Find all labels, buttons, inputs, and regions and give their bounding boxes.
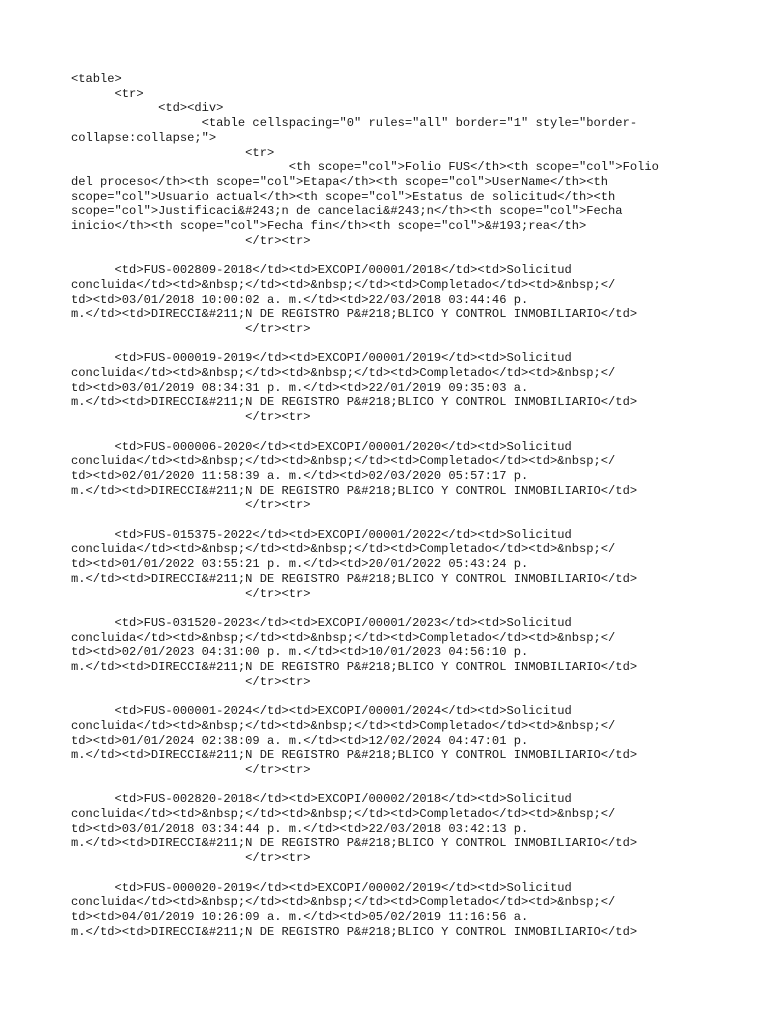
source-line: m.</td><td>DIRECCI&#211;N DE REGISTRO P&#218;BLICO Y CONTROL INMOBILIARIO</td> — [71, 571, 638, 586]
source-line: <table> — [71, 72, 122, 86]
source-line: m.</td><td>DIRECCI&#211;N DE REGISTRO P&#218;BLICO Y CONTROL INMOBILIARIO</td> — [71, 748, 638, 763]
source-line: m.</td><td>DIRECCI&#211;N DE REGISTRO P&#218;BLICO Y CONTROL INMOBILIARIO</td> — [71, 924, 638, 939]
source-line: td><td>03/01/2018 03:34:44 p. m.</td><td>22/03/2018 03:42:13 p. — [71, 821, 529, 836]
source-line: concluida</td><td>&nbsp;</td><td>&nbsp;</td><td>Completado</td><td>&nbsp;</ — [71, 807, 616, 822]
source-line: concluida</td><td>&nbsp;</td><td>&nbsp;</td><td>Completado</td><td>&nbsp;</ — [71, 718, 616, 733]
source-line: </tr><tr> — [71, 674, 311, 689]
source-line: <tr> — [71, 145, 275, 160]
source-line: </tr><tr> — [71, 762, 311, 777]
source-line: <td>FUS-000001-2024</td><td>EXCOPI/00001/2024</td><td>Solicitud — [71, 704, 572, 719]
source-line — [71, 248, 711, 263]
source-line: </tr><tr> — [71, 233, 311, 248]
source-line — [71, 601, 711, 616]
source-line: <td><div> — [71, 101, 224, 116]
source-line: </tr><tr> — [71, 410, 311, 425]
source-line: <td>FUS-031520-2023</td><td>EXCOPI/00001/2023</td><td>Solicitud — [71, 615, 572, 630]
source-line: td><td>02/01/2020 11:58:39 a. m.</td><td>02/03/2020 05:57:17 p. — [71, 468, 529, 483]
html-source-document — [71, 72, 711, 939]
source-line: td><td>02/01/2023 04:31:00 p. m.</td><td>10/01/2023 04:56:10 p. — [71, 645, 529, 660]
source-line: m.</td><td>DIRECCI&#211;N DE REGISTRO P&#218;BLICO Y CONTROL INMOBILIARIO</td> — [71, 307, 638, 322]
source-line: </tr><tr> — [71, 586, 311, 601]
source-line: inicio</th><th scope="col">Fecha fin</th><th scope="col">&#193;rea</th> — [71, 219, 587, 234]
source-line: td><td>03/01/2019 08:34:31 p. m.</td><td>22/01/2019 09:35:03 a. — [71, 380, 529, 395]
source-line — [71, 425, 711, 440]
source-line: <td>FUS-015375-2022</td><td>EXCOPI/00001/2022</td><td>Solicitud — [71, 527, 572, 542]
source-line — [71, 689, 711, 704]
source-line: m.</td><td>DIRECCI&#211;N DE REGISTRO P&#218;BLICO Y CONTROL INMOBILIARIO</td> — [71, 483, 638, 498]
source-line: <td>FUS-002820-2018</td><td>EXCOPI/00002/2018</td><td>Solicitud — [71, 792, 572, 807]
source-line — [71, 866, 711, 881]
source-line: m.</td><td>DIRECCI&#211;N DE REGISTRO P&#218;BLICO Y CONTROL INMOBILIARIO</td> — [71, 395, 638, 410]
source-line: del proceso</th><th scope="col">Etapa</th><th scope="col">UserName</th><th — [71, 174, 609, 189]
source-line: concluida</td><td>&nbsp;</td><td>&nbsp;</td><td>Completado</td><td>&nbsp;</ — [71, 366, 616, 381]
source-line: concluida</td><td>&nbsp;</td><td>&nbsp;</td><td>Completado</td><td>&nbsp;</ — [71, 542, 616, 557]
source-line: collapse:collapse;"> — [71, 130, 217, 145]
source-line: td><td>01/01/2024 02:38:09 a. m.</td><td>12/02/2024 04:47:01 p. — [71, 733, 529, 748]
source-line: concluida</td><td>&nbsp;</td><td>&nbsp;</td><td>Completado</td><td>&nbsp;</ — [71, 895, 616, 910]
source-line: </tr><tr> — [71, 851, 311, 866]
source-line: m.</td><td>DIRECCI&#211;N DE REGISTRO P&#218;BLICO Y CONTROL INMOBILIARIO</td> — [71, 836, 638, 851]
source-line: concluida</td><td>&nbsp;</td><td>&nbsp;</td><td>Completado</td><td>&nbsp;</ — [71, 630, 616, 645]
source-line: td><td>03/01/2018 10:00:02 a. m.</td><td>22/03/2018 03:44:46 p. — [71, 292, 529, 307]
source-line: <td>FUS-000006-2020</td><td>EXCOPI/00001/2020</td><td>Solicitud — [71, 439, 572, 454]
source-line: td><td>04/01/2019 10:26:09 a. m.</td><td>05/02/2019 11:16:56 a. — [71, 909, 529, 924]
source-line: concluida</td><td>&nbsp;</td><td>&nbsp;</td><td>Completado</td><td>&nbsp;</ — [71, 277, 616, 292]
source-line: <td>FUS-000019-2019</td><td>EXCOPI/00001/2019</td><td>Solicitud — [71, 351, 572, 366]
source-line — [71, 778, 711, 793]
source-line: <tr> — [71, 86, 144, 101]
source-line: scope="col">Usuario actual</th><th scope="col">Estatus de solicitud</th><th — [71, 189, 616, 204]
source-line: scope="col">Justificaci&#243;n de cancelaci&#243;n</th><th scope="col">Fecha — [71, 204, 623, 219]
source-line — [71, 337, 711, 352]
source-line: td><td>01/01/2022 03:55:21 p. m.</td><td>20/01/2022 05:43:24 p. — [71, 557, 529, 572]
source-line: </tr><tr> — [71, 498, 311, 513]
source-line: <th scope="col">Folio FUS</th><th scope="col">Folio — [71, 160, 659, 175]
source-line: m.</td><td>DIRECCI&#211;N DE REGISTRO P&#218;BLICO Y CONTROL INMOBILIARIO</td> — [71, 660, 638, 675]
source-line — [71, 513, 711, 528]
source-line: <td>FUS-002809-2018</td><td>EXCOPI/00001/2018</td><td>Solicitud — [71, 263, 572, 278]
source-line: <td>FUS-000020-2019</td><td>EXCOPI/00002/2019</td><td>Solicitud — [71, 880, 572, 895]
source-line: concluida</td><td>&nbsp;</td><td>&nbsp;</td><td>Completado</td><td>&nbsp;</ — [71, 454, 616, 469]
source-line: <table cellspacing="0" rules="all" border="1" style="border- — [71, 116, 638, 131]
source-line: </tr><tr> — [71, 321, 311, 336]
